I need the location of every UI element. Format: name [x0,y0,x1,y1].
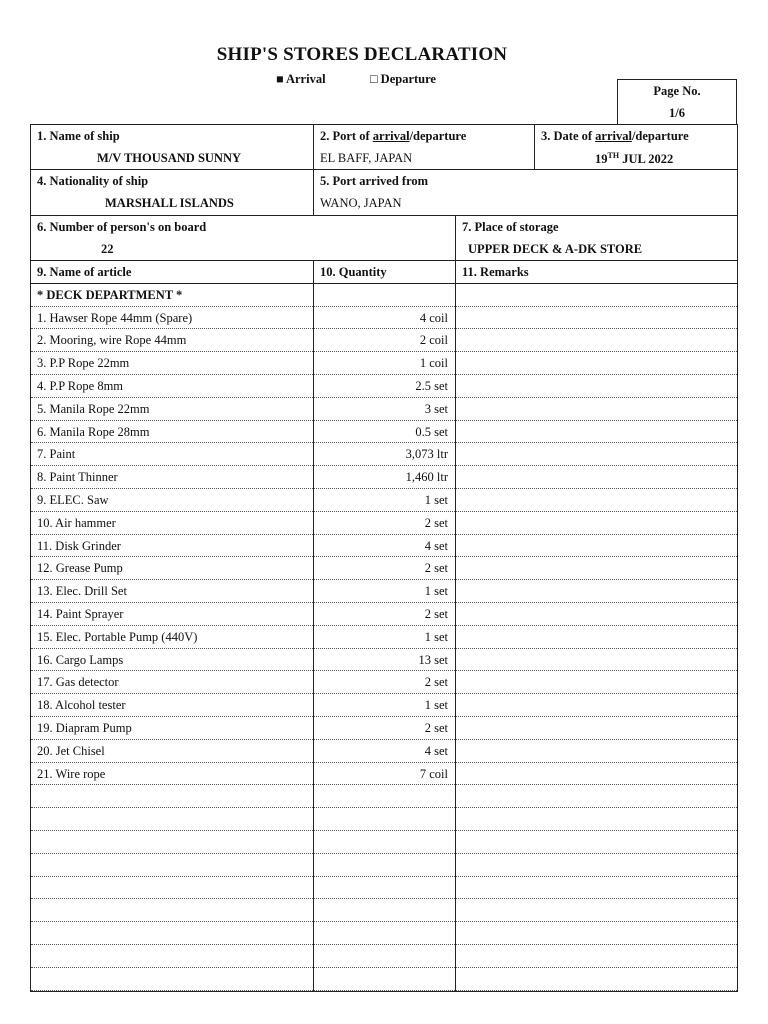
quantity-value [314,968,455,991]
remarks-value [456,580,737,603]
ship-name-label: 1. Name of ship [37,129,120,143]
form-row-1 [31,125,737,170]
quantity-value: 2 coil [314,329,455,352]
remarks-value [456,808,737,831]
quantity-value [314,922,455,945]
remarks-value [456,740,737,763]
section-spacer [314,284,455,307]
article-name: 6. Manila Rope 28mm [31,421,313,444]
quantity-value [314,831,455,854]
remarks-value [456,945,737,968]
quantity-value: 0.5 set [314,421,455,444]
article-name: 21. Wire rope [31,763,313,786]
storage-value: UPPER DECK & A-DK STORE [468,242,643,256]
remarks-header: 11. Remarks [456,261,737,284]
quantity-value: 3 set [314,398,455,421]
storage-cell [456,216,737,260]
remarks-value [456,763,737,786]
quantity-header: 10. Quantity [314,261,455,284]
quantity-value: 7 coil [314,763,455,786]
article-name: 15. Elec. Portable Pump (440V) [31,626,313,649]
quantity-value: 1 set [314,694,455,717]
article-name: 18. Alcohol tester [31,694,313,717]
remarks-column [456,261,737,991]
nationality-label: 4. Nationality of ship [37,174,149,188]
article-name: 3. P.P Rope 22mm [31,352,313,375]
article-name: 5. Manila Rope 22mm [31,398,313,421]
remarks-value [456,421,737,444]
article-name: 4. P.P Rope 8mm [31,375,313,398]
article-name: 8. Paint Thinner [31,466,313,489]
article-name [31,945,313,968]
remarks-value [456,785,737,808]
remarks-value [456,307,737,330]
remarks-value [456,649,737,672]
form-row-2 [31,170,737,216]
quantity-value: 2 set [314,603,455,626]
remarks-value [456,968,737,991]
article-name [31,808,313,831]
quantity-value: 4 set [314,535,455,558]
quantity-value: 13 set [314,649,455,672]
remarks-value [456,626,737,649]
date-cell [535,125,737,169]
quantity-value: 1 set [314,626,455,649]
quantity-value [314,808,455,831]
remarks-value [456,352,737,375]
nationality-cell [31,170,314,215]
ship-name-value: M/V THOUSAND SUNNY [97,151,242,165]
article-name [31,854,313,877]
quantity-value: 2.5 set [314,375,455,398]
quantity-value [314,877,455,900]
section-header: * DECK DEPARTMENT * [31,284,313,307]
remarks-value [456,512,737,535]
nationality-value: MARSHALL ISLANDS [105,196,234,210]
remarks-value [456,603,737,626]
remarks-value [456,557,737,580]
article-name: 20. Jet Chisel [31,740,313,763]
remarks-value [456,922,737,945]
page-label: Page No. [653,84,701,98]
article-name: 7. Paint [31,443,313,466]
arrival-checkbox[interactable]: ■ Arrival [276,72,326,86]
quantity-value: 2 set [314,557,455,580]
quantity-value: 1 set [314,580,455,603]
remarks-value [456,854,737,877]
remarks-value [456,375,737,398]
article-name [31,899,313,922]
quantity-value: 1 set [314,489,455,512]
quantity-value: 2 set [314,717,455,740]
remarks-value [456,671,737,694]
remarks-value [456,489,737,512]
remarks-value [456,329,737,352]
article-header: 9. Name of article [31,261,313,284]
article-name: 12. Grease Pump [31,557,313,580]
declaration-form [30,124,738,992]
article-name [31,922,313,945]
persons-value: 22 [101,242,114,256]
port-label: 2. Port of arrival/departure [320,129,467,143]
article-name [31,877,313,900]
remarks-value [456,466,737,489]
quantity-value: 2 set [314,512,455,535]
page-number-box [617,79,737,125]
page-value: 1/6 [669,106,685,120]
article-name: 11. Disk Grinder [31,535,313,558]
remarks-value [456,899,737,922]
quantity-value [314,899,455,922]
section-spacer [456,284,737,307]
quantity-value [314,945,455,968]
quantity-value: 4 coil [314,307,455,330]
article-name: 16. Cargo Lamps [31,649,313,672]
remarks-value [456,694,737,717]
article-name [31,968,313,991]
ship-name-cell [31,125,314,169]
article-column [31,261,314,991]
article-name: 17. Gas detector [31,671,313,694]
article-name: 14. Paint Sprayer [31,603,313,626]
quantity-column [314,261,456,991]
persons-label: 6. Number of person's on board [37,220,207,234]
articles-table [31,261,737,991]
article-name [31,831,313,854]
quantity-value: 1,460 ltr [314,466,455,489]
storage-label: 7. Place of storage [462,220,559,234]
departure-checkbox[interactable]: □ Departure [370,72,436,86]
quantity-value [314,785,455,808]
remarks-value [456,877,737,900]
article-name: 10. Air hammer [31,512,313,535]
article-name: 2. Mooring, wire Rope 44mm [31,329,313,352]
article-name: 1. Hawser Rope 44mm (Spare) [31,307,313,330]
remarks-value [456,535,737,558]
quantity-value: 1 coil [314,352,455,375]
quantity-value: 4 set [314,740,455,763]
date-label: 3. Date of arrival/departure [541,129,689,143]
persons-cell [31,216,456,260]
remarks-value [456,443,737,466]
remarks-value [456,831,737,854]
port-value: EL BAFF, JAPAN [320,151,413,165]
quantity-value: 3,073 ltr [314,443,455,466]
quantity-value: 2 set [314,671,455,694]
remarks-value [456,398,737,421]
article-name: 19. Diapram Pump [31,717,313,740]
article-name [31,785,313,808]
port-cell [314,125,535,169]
article-name: 9. ELEC. Saw [31,489,313,512]
arrived-from-label: 5. Port arrived from [320,174,429,188]
quantity-value [314,854,455,877]
form-row-3 [31,216,737,261]
document-title: SHIP'S STORES DECLARATION [216,44,508,65]
remarks-value [456,717,737,740]
arrived-from-value: WANO, JAPAN [320,196,402,210]
date-value: 19TH JUL 2022 [595,151,674,167]
article-name: 13. Elec. Drill Set [31,580,313,603]
arrived-from-cell [314,170,737,215]
